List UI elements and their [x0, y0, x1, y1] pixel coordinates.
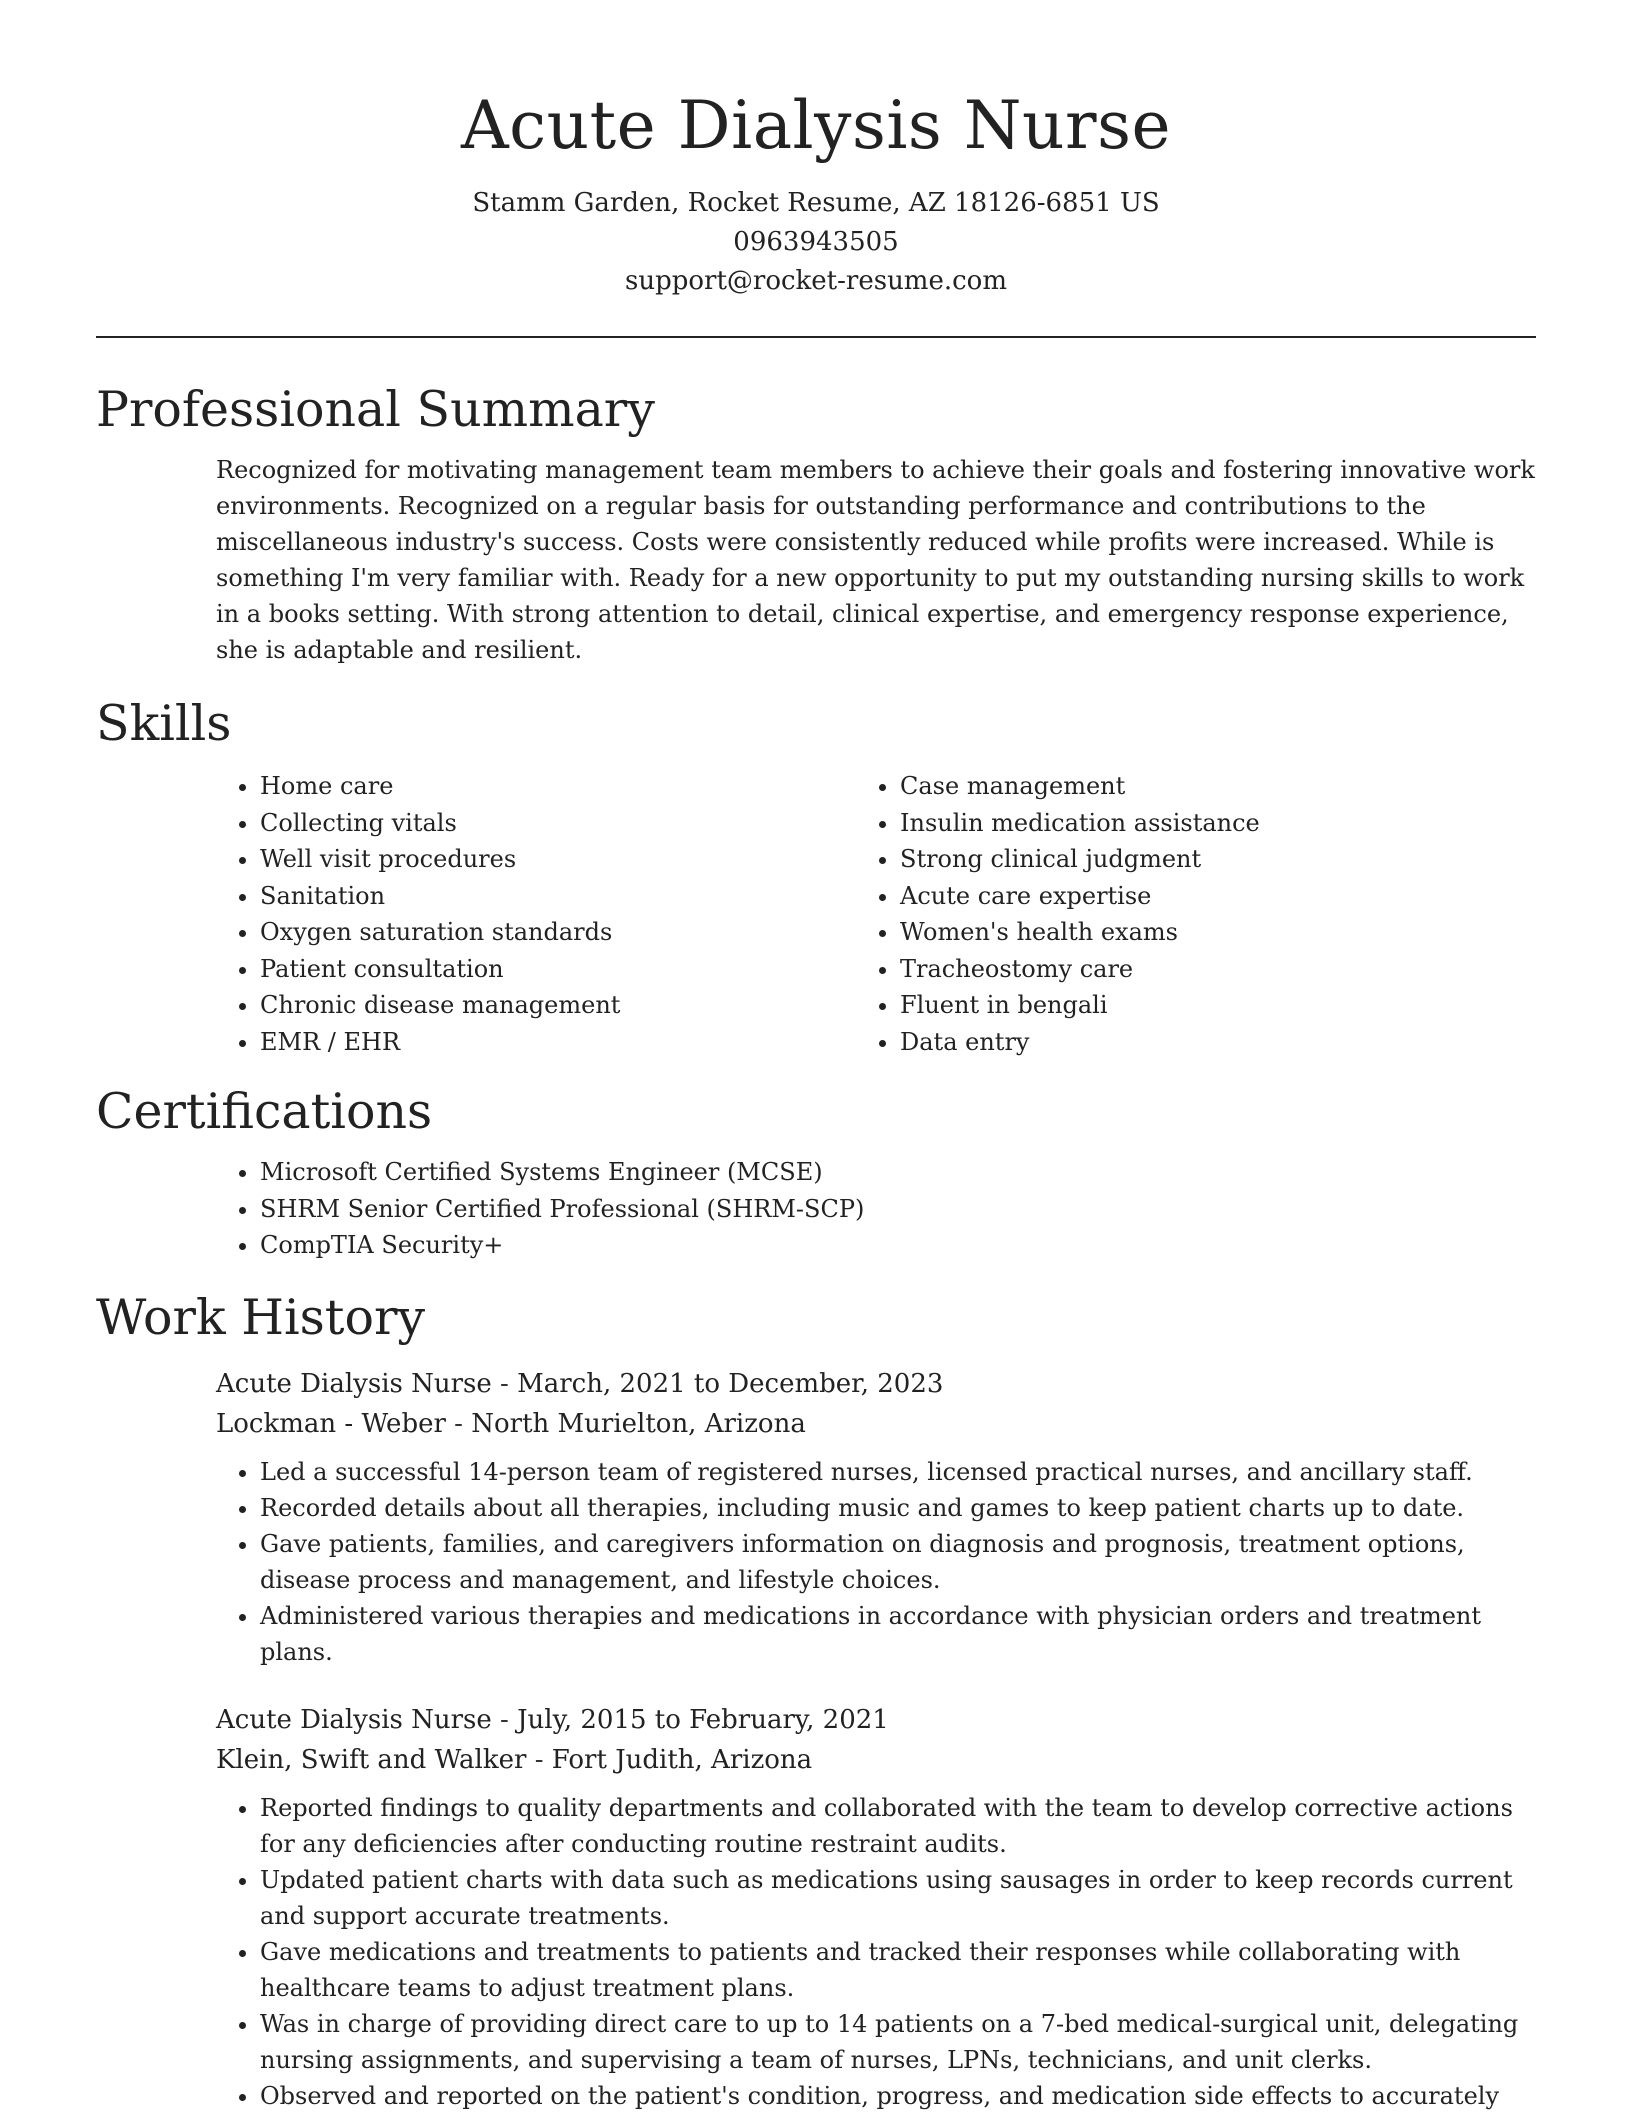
job-bullet: • Gave medications and treatments to patients and tracked their responses while collaborating with healthcare teams to adjust treatment plans. — [260, 1934, 1536, 2006]
resume-header — [96, 0, 1536, 301]
job-bullet: • Was in charge of providing direct care to up to 14 patients on a 7-bed medical-surgical unit, delegating nursing assignments, and supervising a team of nurses, LPNs, technicians, and unit clerks. — [260, 2006, 1536, 2078]
section-title-summary: Professional Summary — [96, 381, 655, 438]
certifications-list — [96, 1154, 1536, 1264]
section-title-certifications: Certifications — [96, 1083, 433, 1140]
skill-item: • Oxygen saturation standards — [260, 914, 746, 951]
job-bullet: • Recorded details about all therapies, including music and games to keep patient charts up to date. — [260, 1490, 1536, 1526]
certification-item: • Microsoft Certified Systems Engineer (MCSE) — [260, 1154, 1536, 1191]
job-bullet: • Led a successful 14-person team of registered nurses, licensed practical nurses, and ancillary staff. — [260, 1454, 1536, 1490]
job-entry — [216, 1700, 1536, 2114]
job-company-line — [216, 1404, 1536, 1444]
job-bullet: • Updated patient charts with data such as medications using sausages in order to keep records current and support accurate treatments. — [260, 1862, 1536, 1934]
job-bullet: • Administered various therapies and medications in accordance with physician orders and treatment plans. — [260, 1598, 1536, 1670]
certification-item: • SHRM Senior Certified Professional (SHRM-SCP) — [260, 1191, 1536, 1228]
skill-item: • Women's health exams — [900, 914, 1386, 951]
skill-item: • Patient consultation — [260, 951, 746, 988]
skill-item: • Fluent in bengali — [900, 987, 1386, 1024]
job-bullet: • Observed and reported on the patient's condition, progress, and medication side effects to accurately — [260, 2078, 1536, 2114]
skill-item: • Insulin medication assistance — [900, 805, 1386, 842]
job-title: Acute Dialysis Nurse — [216, 1704, 492, 1735]
separator: - — [526, 1744, 552, 1775]
candidate-name: Acute Dialysis Nurse — [460, 87, 1172, 164]
skills-column-1 — [96, 768, 746, 1060]
skills-list — [96, 768, 1536, 1060]
skill-item: • Strong clinical judgment — [900, 841, 1386, 878]
section-title-skills: Skills — [96, 695, 232, 752]
job-title: Acute Dialysis Nurse — [216, 1368, 492, 1399]
skill-item: • Collecting vitals — [260, 805, 746, 842]
job-bullets — [216, 1454, 1536, 1670]
job-title-line — [216, 1364, 1536, 1404]
separator: - — [491, 1704, 518, 1735]
skill-item: • Chronic disease management — [260, 987, 746, 1024]
skill-item: • Data entry — [900, 1024, 1386, 1061]
job-bullet: • Reported findings to quality departments and collaborated with the team to develop corrective actions for any deficiencies after conducting routine restraint audits. — [260, 1790, 1536, 1862]
separator: - — [445, 1408, 472, 1439]
job-location: North Murielton, Arizona — [471, 1408, 806, 1439]
skills-column-2 — [746, 768, 1386, 1060]
contact-address: Stamm Garden, Rocket Resume, AZ 18126-6851 US — [472, 188, 1160, 218]
certification-item: • CompTIA Security+ — [260, 1227, 1536, 1264]
job-company: Lockman - Weber — [216, 1408, 446, 1439]
section-title-work-history: Work History — [96, 1288, 426, 1346]
skill-item: • Tracheostomy care — [900, 951, 1386, 988]
job-bullets — [216, 1790, 1536, 2114]
skill-item: • Home care — [260, 768, 746, 805]
skill-item: • Acute care expertise — [900, 878, 1386, 915]
job-company: Klein, Swift and Walker — [216, 1744, 527, 1775]
skill-item: • Well visit procedures — [260, 841, 746, 878]
summary-text: Recognized for motivating management team members to achieve their goals and fostering innovative work environments. Recognized on a regular basis for outstanding performance and contributions to the miscellaneous industry's success. Costs were consistently reduced while profits were increased. While is something I'm very familiar with. Ready for a new opportunity to put my outstanding nursing skills to work in a books setting. With strong attention to detail, clinical expertise, and emergency response experience, she is adaptable and resilient. — [216, 456, 1535, 664]
job-entry — [216, 1364, 1536, 1670]
skill-item: • Case management — [900, 768, 1386, 805]
contact-email[interactable]: support@rocket-resume.com — [624, 266, 1007, 296]
header-divider — [96, 336, 1536, 338]
job-dates: July, 2015 to February, 2021 — [517, 1704, 889, 1735]
skill-item: • Sanitation — [260, 878, 746, 915]
job-bullet: • Gave patients, families, and caregivers information on diagnosis and prognosis, treatment options, disease process and management, and lifestyle choices. — [260, 1526, 1536, 1598]
resume-page — [96, 0, 1536, 2114]
skill-item: • EMR / EHR — [260, 1024, 746, 1061]
contact-block — [96, 184, 1536, 301]
job-location: Fort Judith, Arizona — [551, 1744, 813, 1775]
separator: - — [491, 1368, 518, 1399]
job-company-line — [216, 1740, 1536, 1780]
contact-phone: 0963943505 — [733, 227, 899, 257]
job-title-line — [216, 1700, 1536, 1740]
job-dates: March, 2021 to December, 2023 — [517, 1368, 944, 1399]
